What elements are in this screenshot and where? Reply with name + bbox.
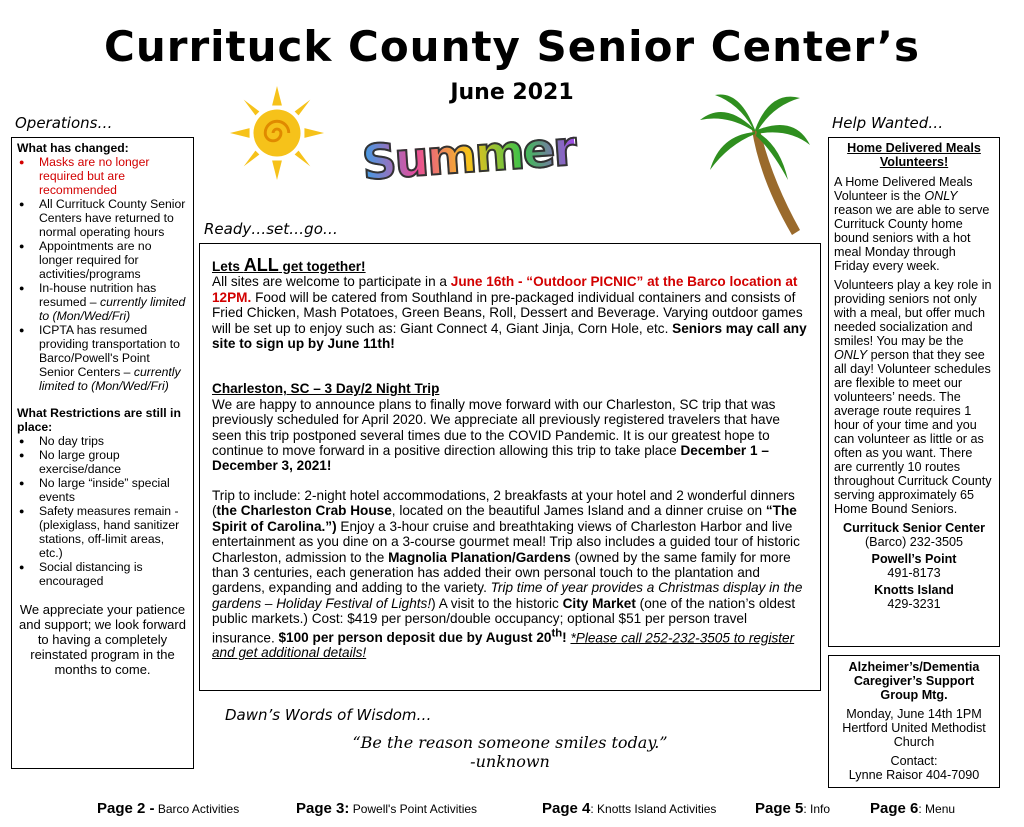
main-content-box xyxy=(199,243,821,691)
charleston-text-a: We are happy to announce plans to finally move forward with our Charleston, SC trip that was previously scheduled for April 2020. We appreciate all previously registered travelers that have seen this trip postponed several times due to the COVID Pandemic. It is our greatest hope to continue to move forward in a positive direction allowing this trip to take place xyxy=(212,396,780,459)
help-p2-a: Volunteers play a key role in providing seniors not only with a meal, but offer much needed socialization and smiles! You may be the xyxy=(834,278,992,348)
changed-item: ● All Currituck County Senior Centers have returned to normal operating hours xyxy=(17,197,188,239)
wisdom-quote-block xyxy=(330,733,690,771)
support-group-details: Monday, June 14th 1PM Hertford United Methodist Church xyxy=(842,707,986,749)
restriction-item: ● No large “inside” special events xyxy=(17,476,188,504)
page-title: Currituck County Senior Center’s xyxy=(104,22,920,71)
footer-label: : Menu xyxy=(918,802,956,816)
trip-details xyxy=(212,488,808,661)
footer-page: Page 5 xyxy=(755,800,804,817)
help-p1 xyxy=(834,175,994,273)
operations-box xyxy=(11,137,194,769)
trip-a: Trip to include: 2-night hotel accommodations, 2 breakfasts at your hotel and 2 wonderful dinners ( xyxy=(212,487,795,519)
contact-phone: 429-3231 xyxy=(887,597,941,611)
contact-phone: (Barco) 232-3505 xyxy=(864,535,963,549)
charleston-text xyxy=(212,397,808,474)
palm-tree-icon xyxy=(700,90,810,240)
trip-deposit xyxy=(278,627,571,646)
help-p1-only: ONLY xyxy=(924,189,958,203)
footer-label: : Info xyxy=(803,802,831,816)
picnic-heading-all: ALL xyxy=(243,255,279,275)
help-wanted-label: Help Wanted… xyxy=(832,114,944,132)
picnic-highlight: June 16th - “Outdoor PICNIC” at the Barco location at 12PM. xyxy=(212,274,798,305)
picnic-text-b: Food will be catered from Southland in pre-packaged individual containers and consists of Fried Chicken, Mash Potatoes, Green Beans, Roll, Dessert and Beverage. Varying outdoor games will be set up to enjoy such as: Giant Connect 4, Giant Jinja, Corn Hole, etc. xyxy=(212,289,803,336)
operations-closing: We appreciate your patience and support; we look forward to having a completely reinstated program in the months to come. xyxy=(19,602,186,677)
trip-l: $100 per person deposit due by August 20 xyxy=(278,630,552,646)
help-p2-only: ONLY xyxy=(834,348,868,362)
trip-g: (owned by the same family for more than 3 centuries, each generation has added their own personal touch to the plantation and gardens, expanding and adding to the variety. xyxy=(212,549,791,596)
restriction-item: ● No large group exercise/dance xyxy=(17,448,188,476)
picnic-heading-a: Lets xyxy=(212,259,244,274)
contact-name: Currituck Senior Center xyxy=(842,521,986,535)
picnic-signup: Seniors may call any site to sign up by June 11th! xyxy=(212,320,807,352)
changed-item: ● Masks are no longer required but are recommended xyxy=(17,155,188,197)
picnic-text-a: All sites are welcome to participate in a xyxy=(212,274,451,290)
icpta-italic: currently limited to (Mon/Wed/Fri) xyxy=(39,365,181,393)
help-p1-b: reason we are able to serve Currituck County home bound seniors with a hot meal Monday through Friday every week. xyxy=(834,203,990,273)
trip-c: , located on the beautiful James Island and a dinner cruise on xyxy=(391,503,766,519)
restriction-item: ● Social distancing is encouraged xyxy=(17,560,188,588)
icpta-text: ICPTA has resumed providing transportation to Barco/Powell's Point Senior Centers – xyxy=(39,323,180,379)
nutrition-text: In-house nutrition has resumed – xyxy=(39,281,157,309)
nutrition-italic: currently limited to (Mon/Wed/Fri) xyxy=(39,295,186,323)
changed-heading: What has changed: xyxy=(17,141,129,155)
trip-b: the Charleston Crab House xyxy=(216,503,392,519)
footer-page-2 xyxy=(97,800,239,817)
trip-h: Trip time of year provides a Christmas display in the gardens – Holiday Festival of Lights! xyxy=(212,580,803,611)
charleston-dates: December 1 – December 3, 2021! xyxy=(212,443,769,474)
trip-j: City Market xyxy=(562,595,636,611)
footer-page-4 xyxy=(542,800,716,817)
summer-graphic xyxy=(360,120,577,192)
help-heading: Home Delivered Meals Volunteers! xyxy=(847,141,981,169)
footer-page: Page 2 - xyxy=(97,800,155,817)
summer-word: Summer xyxy=(360,120,577,192)
restriction-item: ● No day trips xyxy=(17,434,188,448)
footer-page: Page 6 xyxy=(870,800,919,817)
wisdom-author: -unknown xyxy=(470,752,550,771)
operations-label: Operations… xyxy=(15,114,113,132)
footer-page-6 xyxy=(870,800,955,817)
picnic-text xyxy=(212,274,808,351)
contact-name: Powell’s Point xyxy=(871,552,957,566)
picnic-heading xyxy=(212,255,808,275)
sun-icon xyxy=(228,84,326,182)
trip-call: *Please call 252-232-3505 to register and get additional details! xyxy=(212,630,795,661)
trip-d: “The Spirit of Carolina.”) xyxy=(212,503,797,534)
support-group-contact: Lynne Raisor 404-7090 xyxy=(848,768,980,782)
footer-page-5 xyxy=(755,800,830,817)
wisdom-title: Dawn’s Words of Wisdom… xyxy=(225,706,432,724)
restriction-item: ● Safety measures remain - (plexiglass, hand sanitizer stations, off-limit areas, etc.) xyxy=(17,504,188,560)
contact-name: Knotts Island xyxy=(874,583,954,597)
restrictions-heading: What Restrictions are still in place: xyxy=(17,406,181,434)
footer-label: Powell's Point Activities xyxy=(349,802,478,816)
support-group-heading: Alzheimer’s/Dementia Caregiver’s Support Group Mtg. xyxy=(848,660,980,702)
page-subtitle: June 2021 xyxy=(450,80,574,105)
support-group-contact-label: Contact: xyxy=(890,754,938,768)
trip-i: ) A visit to the historic xyxy=(431,595,563,611)
trip-sup: th xyxy=(551,627,563,640)
help-p2-b: person that they see all day! Volunteer schedules are flexible to meet our volunteers’ needs. The average route requires 1 hour of your time and you can volunteer as little or as often as you want. There are currently 10 routes throughout Currituck County serving approximately 65 Home Bound Seniors. xyxy=(834,348,992,516)
footer-label: Barco Activities xyxy=(154,802,240,816)
ready-label: Ready…set…go… xyxy=(204,220,338,238)
trip-f: Magnolia Planation/Gardens xyxy=(388,549,571,565)
changed-item-nutrition xyxy=(17,281,188,323)
wisdom-quote: “Be the reason someone smiles today.” xyxy=(352,733,668,752)
charleston-heading: Charleston, SC – 3 Day/2 Night Trip xyxy=(212,381,440,397)
trip-k: (one of the nation’s oldest public markets.) Cost: $419 per person/double occupancy; optional $51 per person travel insurance. xyxy=(212,595,796,646)
trip-e: Enjoy a 3-hour cruise and breathtaking views of Charleston Harbor and live entertainment as you dine on a 3-course gourmet meal! Trip also includes a guided tour of historic Charleston, admission to the xyxy=(212,518,800,565)
help-p1-a: A Home Delivered Meals Volunteer is the xyxy=(834,175,973,203)
changed-item-icpta xyxy=(17,323,188,393)
footer-page: Page 4 xyxy=(542,800,591,817)
changed-item: ● Appointments are no longer required for activities/programs xyxy=(17,239,188,281)
footer-label: : Knotts Island Activities xyxy=(590,802,717,816)
footer-page-3 xyxy=(296,800,477,817)
help-p2 xyxy=(834,278,994,516)
footer-page: Page 3: xyxy=(296,800,350,817)
trip-m: ! xyxy=(562,630,571,646)
help-wanted-box xyxy=(828,137,1000,647)
contact-phone: 491-8173 xyxy=(887,566,941,580)
picnic-heading-c: get together! xyxy=(278,259,366,274)
support-group-box xyxy=(828,655,1000,788)
